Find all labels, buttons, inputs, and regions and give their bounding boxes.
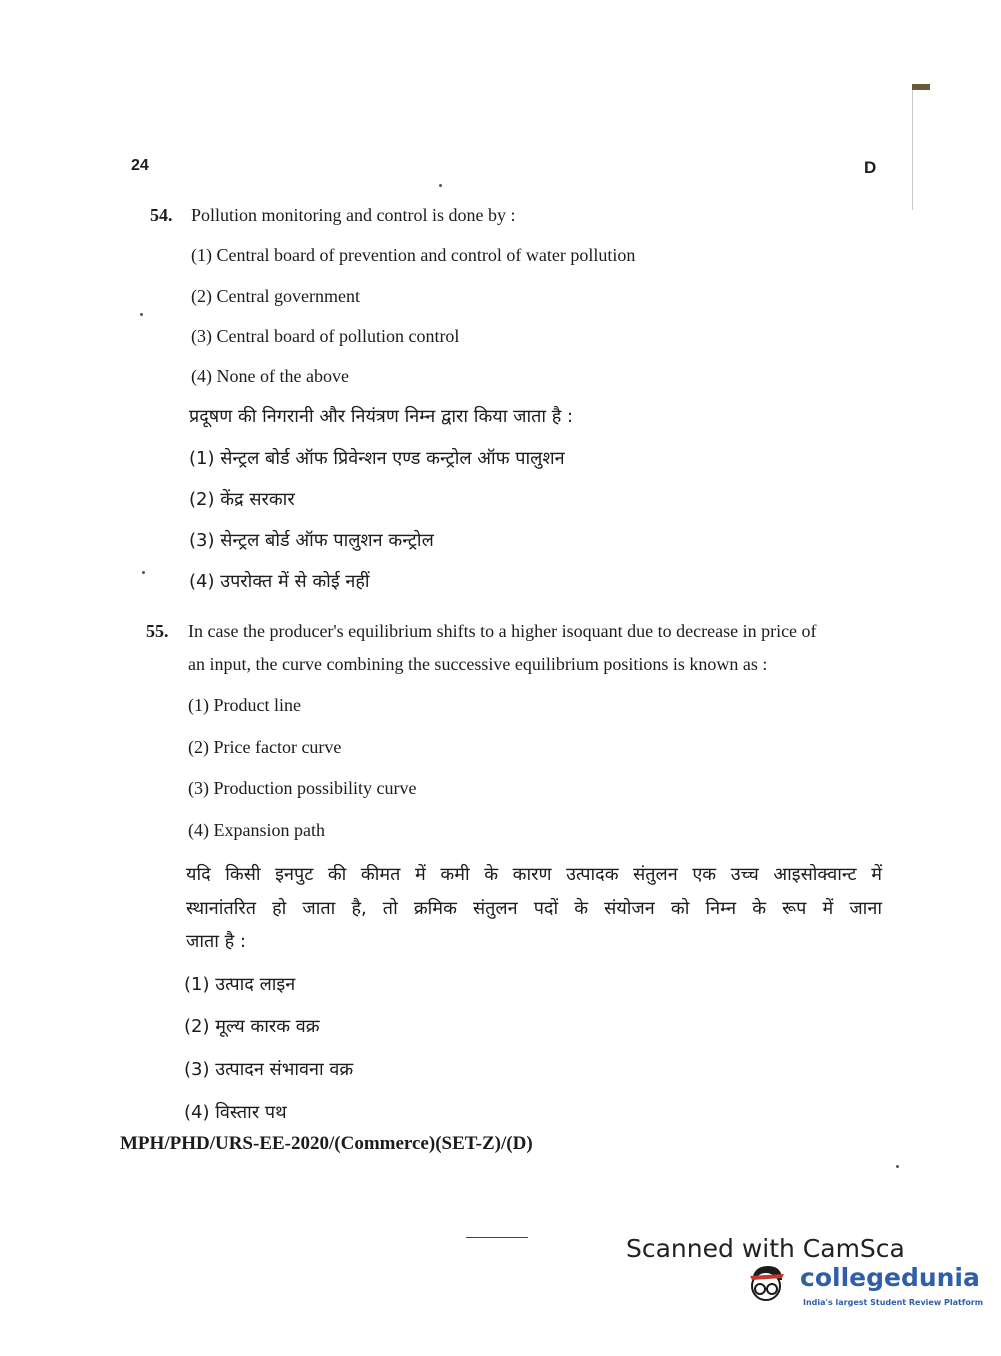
question-54-option-1-en: (1) Central board of prevention and control of water pollution	[191, 245, 636, 265]
scan-speck	[140, 313, 143, 316]
question-55-option-2-hi: (2) मूल्य कारक वक्र	[184, 1016, 320, 1037]
scan-speck	[439, 184, 442, 187]
question-55-option-4-en: (4) Expansion path	[188, 820, 325, 840]
question-54-option-2-en: (2) Central government	[191, 286, 360, 306]
question-54-option-3-en: (3) Central board of pollution control	[191, 326, 460, 346]
question-54-text-hi: प्रदूषण की निगरानी और नियंत्रण निम्न द्वारा किया जाता है :	[189, 406, 574, 427]
question-55-text-en-line-2: an input, the curve combining the successive equilibrium positions is known as :	[188, 654, 768, 674]
question-55-text-hi-line-3: जाता है :	[186, 931, 247, 952]
scan-speck	[896, 1165, 899, 1168]
question-55-option-1-hi: (1) उत्पाद लाइन	[184, 974, 296, 995]
paper-code: MPH/PHD/URS-EE-2020/(Commerce)(SET-Z)/(D)	[120, 1133, 533, 1154]
page-edge-mark	[912, 84, 930, 90]
page-edge-line	[912, 90, 913, 210]
page-number: 24	[131, 157, 149, 174]
question-55-option-1-en: (1) Product line	[188, 695, 301, 715]
collegedunia-tagline: India's largest Student Review Platform	[803, 1298, 984, 1307]
collegedunia-brand-name: collegedunia	[800, 1263, 980, 1292]
scan-speck	[142, 571, 145, 574]
question-55-option-3-hi: (3) उत्पादन संभावना वक्र	[184, 1059, 354, 1080]
question-54-option-4-en: (4) None of the above	[191, 366, 349, 386]
question-55-option-3-en: (3) Production possibility curve	[188, 778, 417, 798]
scanner-watermark: Scanned with CamSca	[626, 1234, 905, 1263]
question-55-text-en-line-1: In case the producer's equilibrium shifts to a higher isoquant due to decrease in price of	[188, 621, 817, 641]
question-54-option-4-hi: (4) उपरोक्त में से कोई नहीं	[189, 571, 370, 592]
set-code: D	[864, 158, 877, 177]
question-55-number: 55.	[146, 621, 169, 641]
question-54-number: 54.	[150, 205, 173, 225]
question-55-text-hi-line-2: स्थानांतरित हो जाता है, तो क्रमिक संतुलन पदों के संयोजन को निम्न के रूप में जाना	[186, 898, 882, 919]
question-54-option-3-hi: (3) सेन्ट्रल बोर्ड ऑफ पालुशन कन्ट्रोल	[189, 530, 434, 551]
question-55-text-hi-line-1: यदि किसी इनपुट की कीमत में कमी के कारण उत्पादक संतुलन एक उच्च आइसोक्वान्ट में	[186, 864, 882, 885]
question-55-option-2-en: (2) Price factor curve	[188, 737, 342, 757]
question-55-option-4-hi: (4) विस्तार पथ	[184, 1102, 287, 1123]
question-54-text-en: Pollution monitoring and control is done by :	[191, 205, 516, 225]
collegedunia-mascot-icon	[744, 1262, 788, 1308]
scan-rule	[466, 1237, 528, 1238]
question-54-option-2-hi: (2) केंद्र सरकार	[189, 489, 295, 510]
question-54-option-1-hi: (1) सेन्ट्रल बोर्ड ऑफ प्रिवेन्शन एण्ड कन्ट्रोल ऑफ पालुशन	[189, 448, 565, 469]
